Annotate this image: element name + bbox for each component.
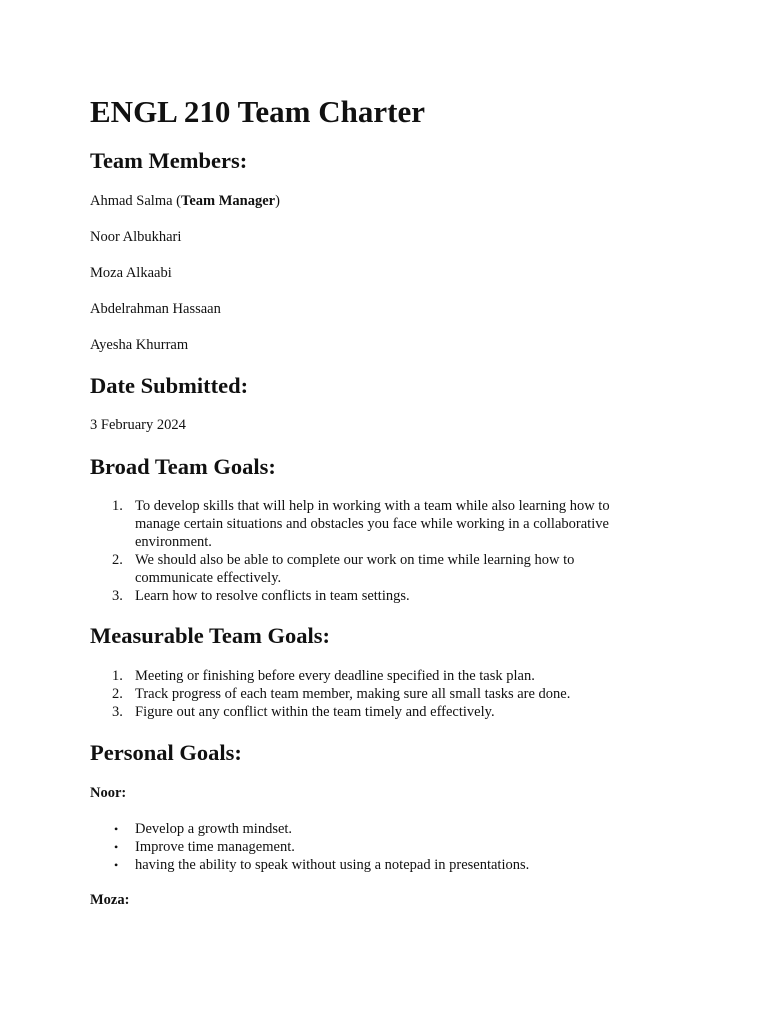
team-member: Moza Alkaabi bbox=[90, 265, 172, 281]
document-title: ENGL 210 Team Charter bbox=[90, 94, 425, 129]
team-member: Ayesha Khurram bbox=[90, 337, 189, 353]
team-manager-role: Team Manager bbox=[181, 193, 276, 209]
list-item bbox=[90, 497, 635, 551]
list-number: 2. bbox=[112, 686, 123, 702]
list-item-line: manage certain situations and obstacles you face while working in a collaborative bbox=[135, 516, 609, 532]
list-item bbox=[90, 667, 635, 685]
list-item bbox=[90, 838, 635, 856]
list-item-line: To develop skills that will help in working with a team while also learning how to bbox=[135, 498, 610, 514]
list-item-text: having the ability to speak without using a notepad in presentations. bbox=[135, 857, 530, 873]
list-number: 2. bbox=[112, 552, 123, 568]
list-item bbox=[90, 685, 635, 703]
broad-goals-heading: Broad Team Goals: bbox=[90, 454, 276, 479]
date-submitted-value: 3 February 2024 bbox=[90, 417, 186, 433]
team-members-heading: Team Members: bbox=[90, 148, 248, 173]
personal-goals-heading: Personal Goals: bbox=[90, 740, 242, 765]
bullet-icon: • bbox=[114, 858, 119, 872]
list-item-text: Develop a growth mindset. bbox=[135, 821, 293, 837]
team-manager-line bbox=[90, 192, 280, 210]
list-item bbox=[90, 856, 635, 874]
bullet-icon: • bbox=[114, 822, 119, 836]
list-item bbox=[90, 820, 635, 838]
list-item-text: Improve time management. bbox=[135, 839, 295, 855]
list-number: 3. bbox=[112, 588, 123, 604]
list-number: 1. bbox=[112, 668, 123, 684]
list-item bbox=[90, 587, 635, 605]
list-item-line: environment. bbox=[135, 534, 212, 550]
team-manager-close: ) bbox=[275, 193, 280, 209]
list-item bbox=[90, 551, 635, 587]
personal-goals-noor-label: Noor: bbox=[90, 785, 127, 801]
measurable-goals-heading: Measurable Team Goals: bbox=[90, 623, 330, 648]
team-manager-name: Ahmad Salma ( bbox=[90, 193, 182, 209]
list-item-text: Track progress of each team member, making sure all small tasks are done. bbox=[135, 686, 571, 702]
list-item-text: Meeting or finishing before every deadline specified in the task plan. bbox=[135, 668, 535, 684]
list-item-text: Figure out any conflict within the team timely and effectively. bbox=[135, 704, 495, 720]
list-number: 3. bbox=[112, 704, 123, 720]
list-item-line: We should also be able to complete our work on time while learning how to bbox=[135, 552, 575, 568]
broad-goals-list bbox=[90, 497, 635, 605]
date-submitted-heading: Date Submitted: bbox=[90, 373, 249, 398]
personal-goals-moza-label: Moza: bbox=[90, 892, 130, 908]
team-member: Noor Albukhari bbox=[90, 229, 182, 245]
list-item bbox=[90, 703, 635, 721]
noor-goals-list bbox=[90, 820, 635, 874]
measurable-goals-list bbox=[90, 667, 635, 721]
team-member: Abdelrahman Hassaan bbox=[90, 301, 221, 317]
bullet-icon: • bbox=[114, 840, 119, 854]
list-item-line: communicate effectively. bbox=[135, 570, 282, 586]
list-item-line: Learn how to resolve conflicts in team settings. bbox=[135, 588, 410, 604]
list-number: 1. bbox=[112, 498, 123, 514]
